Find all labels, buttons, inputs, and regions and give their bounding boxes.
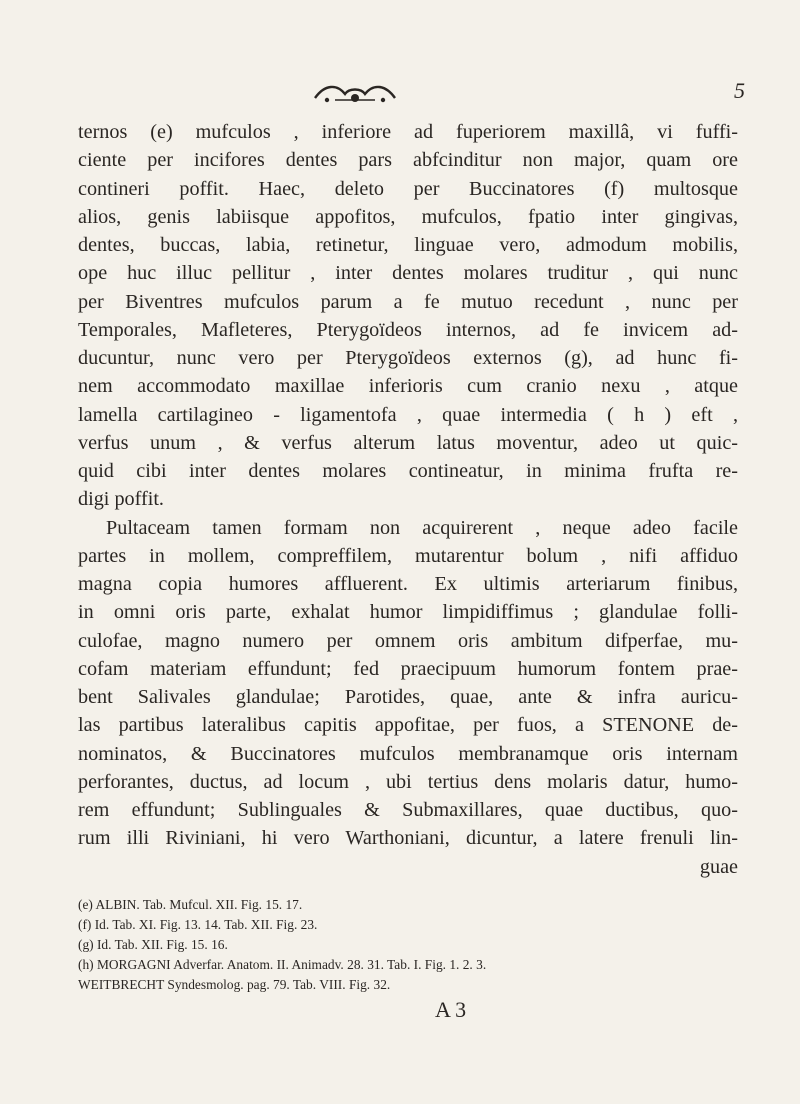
footnote: (f) Id. Tab. XI. Fig. 13. 14. Tab. XII. Fig. 23. (78, 917, 318, 932)
signature-mark: A 3 (435, 997, 467, 1022)
text-line: partes in mollem, compreffilem, mutarentur bolum , nifi affiduo (78, 544, 738, 567)
text-line: rum illi Riviniani, hi vero Warthoniani, dicuntur, a latere frenuli lin- (78, 827, 738, 850)
footnotes (78, 895, 738, 995)
footnote: (g) Id. Tab. XII. Fig. 15. 16. (78, 937, 228, 952)
text-line: nem accommodato maxillae inferioris cum cranio nexu , atque (78, 375, 738, 398)
text-line: quid cibi inter dentes molares contineatur, in minima frufta re- (78, 460, 738, 482)
footnote: (e) ALBIN. Tab. Mufcul. XII. Fig. 15. 17. (78, 897, 303, 912)
text-line: ducuntur, nunc vero per Pterygoïdeos externos (g), ad hunc fi- (78, 347, 738, 369)
text-line: Temporales, Mafleteres, Pterygoïdeos internos, ad fe invicem ad- (78, 318, 738, 341)
text-line: bent Salivales glandulae; Parotides, quae, ante & infra auricu- (78, 686, 738, 708)
text-line: nominatos, & Buccinatores mufculos membranamque oris internam (78, 742, 738, 765)
footnote: (h) MORGAGNI Adverfar. Anatom. II. Animadv. 28. 31. Tab. I. Fig. 1. 2. 3. (78, 957, 487, 972)
text-line: magna copia humores affluerent. Ex ultimis arteriarum finibus, (78, 573, 738, 595)
text-line: perforantes, ductus, ad locum , ubi tertius dens molaris datur, humo- (78, 770, 738, 793)
text-line: ternos (e) mufculos , inferiore ad fuperiorem maxillâ, vi fuffi- (78, 121, 738, 143)
text-line: rem effundunt; Sublinguales & Submaxillares, quae ductibus, quo- (78, 799, 738, 821)
text-line: verfus unum , & verfus alterum latus moventur, adeo ut quic- (78, 431, 738, 454)
text-line: lamella cartilagineo - ligamentofa , quae intermedia ( h ) eft , (78, 403, 738, 426)
main-text (78, 118, 738, 881)
text-line: digi poffit. (78, 488, 164, 511)
footnote: WEITBRECHT Syndesmolog. pag. 79. Tab. VIII. Fig. 32. (78, 977, 391, 992)
text-line: Pultaceam tamen formam non acquirerent , neque adeo facile (106, 516, 738, 539)
text-line: culofae, magno numero per omnem oris ambitum difperfae, mu- (78, 629, 738, 652)
printer-ornament-icon (305, 80, 405, 108)
text-line: dentes, buccas, labia, retinetur, linguae vero, admodum mobilis, (78, 234, 738, 256)
text-line: cofam materiam effundunt; fed praecipuum humorum fontem prae- (78, 657, 738, 680)
text-line: ciente per incifores dentes pars abfcinditur non major, quam ore (78, 149, 738, 172)
text-line: alios, genis labiisque appofitos, mufculos, fpatio inter gingivas, (78, 205, 738, 228)
text-line: contineri poffit. Haec, deleto per Buccinatores (f) multosque (78, 177, 738, 200)
page-number: 5 (734, 78, 745, 103)
text-line: in omni oris parte, exhalat humor limpidiffimus ; glandulae folli- (78, 601, 738, 624)
text-line: ope huc illuc pellitur , inter dentes molares truditur , qui nunc (78, 262, 738, 285)
text-line: per Biventres mufculos parum a fe mutuo recedunt , nunc per (78, 290, 738, 313)
catchword: guae (699, 855, 738, 878)
text-line: las partibus lateralibus capitis appofitae, per fuos, a STENONE de- (78, 714, 738, 737)
